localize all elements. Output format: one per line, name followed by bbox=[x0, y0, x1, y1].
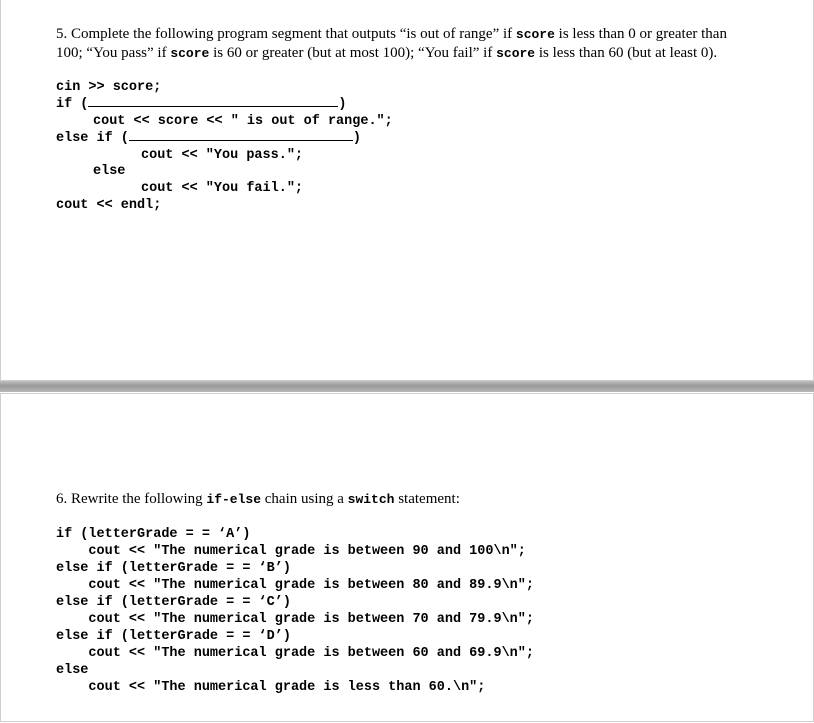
keyword-score-1: score bbox=[515, 27, 555, 42]
code-line: cout << "The numerical grade is between 80 and 89.9\n"; bbox=[56, 578, 534, 593]
answer-blank-2[interactable] bbox=[129, 140, 353, 141]
question-5-text-4: is less than 60 (but at least 0). bbox=[538, 45, 718, 61]
code-out-of-range-pre: cout << score << " bbox=[93, 114, 239, 129]
code-line-else: else bbox=[93, 164, 126, 179]
answer-blank-1[interactable] bbox=[88, 106, 338, 107]
code-out-of-range-post: is out of range."; bbox=[238, 114, 393, 129]
code-line-else-if bbox=[56, 130, 361, 147]
question-5-text-2: is less than 0 or greater than 100; “You pass” if bbox=[56, 26, 727, 61]
keyword-if-else: if-else bbox=[206, 492, 261, 507]
code-line: else bbox=[56, 663, 89, 678]
question-6-prompt bbox=[56, 490, 460, 509]
code-line-endl: cout << endl; bbox=[56, 198, 162, 213]
code-line: cout << "The numerical grade is between 70 and 79.9\n"; bbox=[56, 612, 534, 627]
code-line: cout << "The numerical grade is between 90 and 100\n"; bbox=[56, 544, 526, 559]
code-else-if-keyword: else if ( bbox=[56, 131, 129, 146]
question-6-text-1: Rewrite the following bbox=[71, 491, 203, 507]
keyword-score-2: score bbox=[170, 46, 210, 61]
question-6-number: 6. bbox=[56, 491, 68, 507]
code-line: if (letterGrade = = ‘A’) bbox=[56, 527, 251, 542]
panel-separator bbox=[0, 381, 814, 392]
code-block-if-else-chain bbox=[56, 526, 534, 696]
code-if-close: ) bbox=[338, 97, 347, 112]
code-line-if bbox=[56, 96, 347, 113]
code-line: else if (letterGrade = = ‘D’) bbox=[56, 629, 291, 644]
code-line-cin: cin >> score; bbox=[56, 80, 162, 95]
code-if-keyword: if ( bbox=[56, 97, 89, 112]
question-5-text-3: is 60 or greater (but at most 100); “You fail” if bbox=[213, 45, 493, 61]
question-6-text-2: chain using a bbox=[264, 491, 344, 507]
code-line: else if (letterGrade = = ‘C’) bbox=[56, 595, 291, 610]
keyword-score-3: score bbox=[496, 46, 536, 61]
keyword-switch: switch bbox=[347, 492, 395, 507]
code-line: cout << "The numerical grade is between 60 and 69.9\n"; bbox=[56, 646, 534, 661]
question-5-prompt bbox=[56, 25, 756, 63]
code-line-out-of-range bbox=[93, 113, 393, 130]
code-line-you-fail: cout << "You fail."; bbox=[141, 181, 304, 196]
code-else-if-close: ) bbox=[352, 131, 362, 146]
question-5-text-1: Complete the following program segment that outputs “is out of range” if bbox=[71, 26, 513, 42]
code-line: cout << "The numerical grade is less than 60.\n"; bbox=[56, 680, 486, 695]
code-line-you-pass: cout << "You pass."; bbox=[141, 148, 304, 163]
question-5-number: 5. bbox=[56, 26, 68, 42]
question-6-text-3: statement: bbox=[398, 491, 460, 507]
code-line: else if (letterGrade = = ‘B’) bbox=[56, 561, 291, 576]
